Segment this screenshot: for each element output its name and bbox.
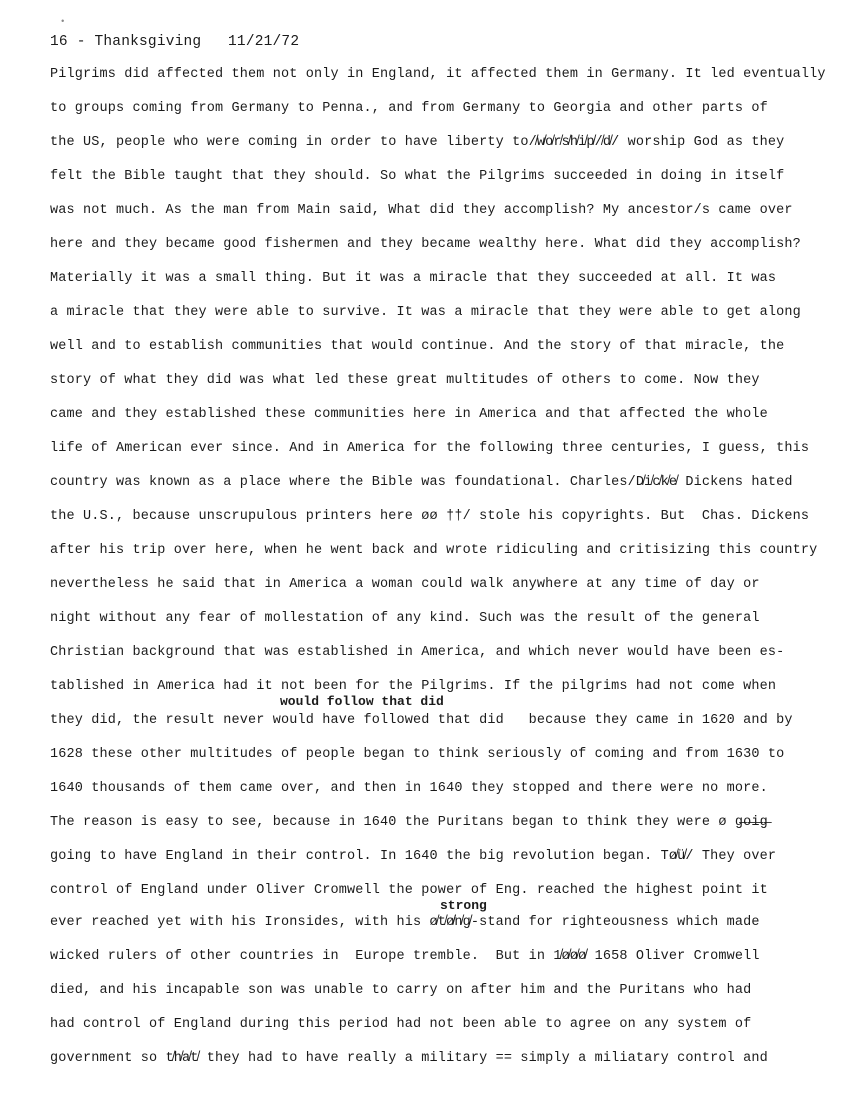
text-line: going to have England in their control. In 1640 the big revolution began. Tø̸ü̸/ They over (50, 849, 777, 864)
text-line: to groups coming from Germany to Penna., and from Germany to Georgia and other parts of (50, 101, 768, 116)
text-line: ever reached yet with his Ironsides, with his ø̸t̸ø̸̸n̸g̸-stand for righteousness which made (50, 915, 760, 930)
text-line: life of American ever since. And in America for the following three centuries, I guess, this (50, 441, 810, 456)
text-line: the US, people who were coming in order to have liberty to/̸w̸o̸r̸s̸h̸i̸p̸/̸d̸/ worship God as they (50, 135, 785, 150)
text-line: here and they became good fishermen and they became wealthy here. What did they accomplish? (50, 237, 801, 252)
text-line: the U.S., because unscrupulous printers here øø ††/ stole his copyrights. But Chas. Dickens (50, 509, 810, 524)
text-line: a miracle that they were able to survive. It was a miracle that they were able to get along (50, 305, 801, 320)
text-line: Pilgrims did affected them not only in England, it affected them in Germany. It led eventually (50, 67, 826, 82)
text-line: 1628 these other multitudes of people began to think seriously of coming and from 1630 to (50, 747, 785, 762)
text-line: after his trip over here, when he went back and wrote ridiculing and critisizing this country (50, 543, 818, 558)
text-line: well and to establish communities that would continue. And the story of that miracle, the (50, 339, 785, 354)
text-line: felt the Bible taught that they should. So what the Pilgrims succeeded in doing in itself (50, 169, 785, 184)
handwritten-insertion: would follow that did (280, 694, 444, 709)
page-header: 16 - Thanksgiving 11/21/72 (50, 34, 300, 50)
text-line: 1640 thousands of them came over, and then in 1640 they stopped and there were no more. (50, 781, 768, 796)
text-line: nevertheless he said that in America a woman could walk anywhere at any time of day or (50, 577, 760, 592)
text-line: died, and his incapable son was unable to carry on after him and the Puritans who had (50, 983, 752, 998)
text-line: country was known as a place where the Bible was foundational. Charles/D̸i̸c̸k̸e̸ Dickens hated (50, 475, 793, 490)
text-line: Christian background that was established in America, and which never would have been es- (50, 645, 785, 660)
text-line: story of what they did was what led these great multitudes of others to come. Now they (50, 373, 760, 388)
text-line: came and they established these communities here in America and that affected the whole (50, 407, 768, 422)
text-line: tablished in America had it not been for the Pilgrims. If the pilgrims had not come when (50, 679, 777, 694)
stray-mark: • (60, 17, 66, 27)
handwritten-insertion: strong (440, 898, 487, 913)
text-line: The reason is easy to see, because in 1640 the Puritans began to think they were ø g̶o̶i̶g̶ (50, 815, 768, 830)
text-line: had control of England during this period had not been able to agree on any system of (50, 1017, 752, 1032)
text-line: Materially it was a small thing. But it was a miracle that they succeeded at all. It was (50, 271, 777, 286)
text-line: control of England under Oliver Cromwell the power of Eng. reached the highest point it (50, 883, 768, 898)
text-line: they did, the result never would have followed that did because they came in 1620 and by (50, 713, 793, 728)
text-line: was not much. As the man from Main said, What did they accomplish? My ancestor/s came over (50, 203, 793, 218)
text-line: night without any fear of mollestation of any kind. Such was the result of the general (50, 611, 760, 626)
text-line: wicked rulers of other countries in Europe tremble. But in 1̸ø̸ø̸ø̸ 1658 Oliver Cromwell (50, 949, 760, 964)
text-line: government so t̸h̸a̸t̸ they had to have really a military == simply a miliatary control and (50, 1051, 768, 1066)
